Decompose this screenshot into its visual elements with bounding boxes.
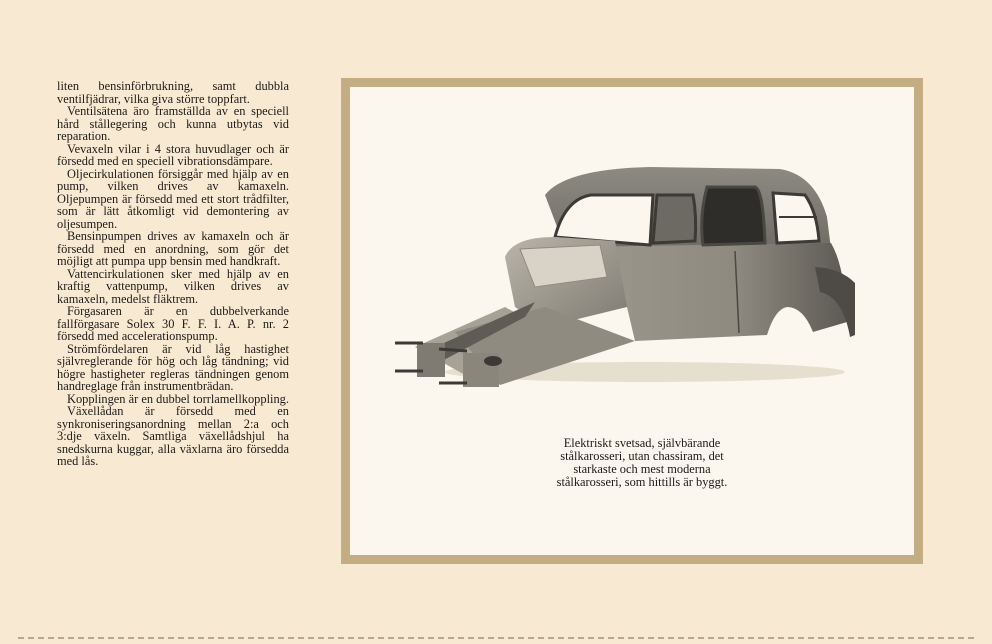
page-edge-rule — [18, 637, 974, 642]
paragraph: liten bensinförbrukning, samt dubbla ventilfjädrar, vilka giva större toppfart. — [57, 79, 289, 106]
paragraph: Förgasaren är en dubbelverkande fallförgasare Solex 30 F. F. I. A. P. nr. 2 försedd med accelerationspump. — [57, 304, 289, 343]
paragraph: Vevaxeln vilar i 4 stora huvudlager och är försedd med en speciell vibrationsdämpare. — [57, 141, 289, 168]
paragraph: Ventilsätena äro framställda av en speciell hård stållegering och kunna utbytas vid reparation. — [57, 104, 289, 143]
paragraph: Oljecirkulationen försiggår med hjälp av en pump, vilken drives av kamaxeln. Oljepumpen är försedd med ett stort trådfilter, som är lätt åtkomligt vid demontering av oljesumpen. — [57, 166, 289, 231]
paragraph: Strömfördelaren är vid låg hastighet självreglerande för hög och låg tändning; vid högre hastigheter regleras tändningen genom handreglage från instrumentbrädan. — [57, 341, 289, 393]
car-body-shell-image — [395, 157, 855, 397]
paragraph: Bensinpumpen drives av kamaxeln och är försedd med en anordning, som gör det möjligt att pumpa upp bensin med handkraft. — [57, 229, 289, 268]
body-text-column — [57, 80, 289, 468]
paragraph: Kopplingen är en dubbel torrlamellkoppling. — [67, 391, 289, 406]
paragraph: Växellådan är försedd med en synkroniseringsanordning mellan 2:a och 3:dje växeln. Samtliga växellådshjul ha snedskurna kuggar, alla växlarna äro försedda med lås. — [57, 404, 289, 468]
paragraph: Vattencirkulationen sker med hjälp av en kraftig vattenpump, vilken drives av kamaxeln, medelst fläktrem. — [57, 266, 289, 306]
photo-caption: Elektriskt svetsad, självbärande stålkarosseri, utan chassiram, det starkaste och mest moderna stålkarosseri, som hittills är byggt. — [556, 436, 728, 489]
photo — [350, 87, 914, 555]
photo-frame — [341, 78, 923, 564]
